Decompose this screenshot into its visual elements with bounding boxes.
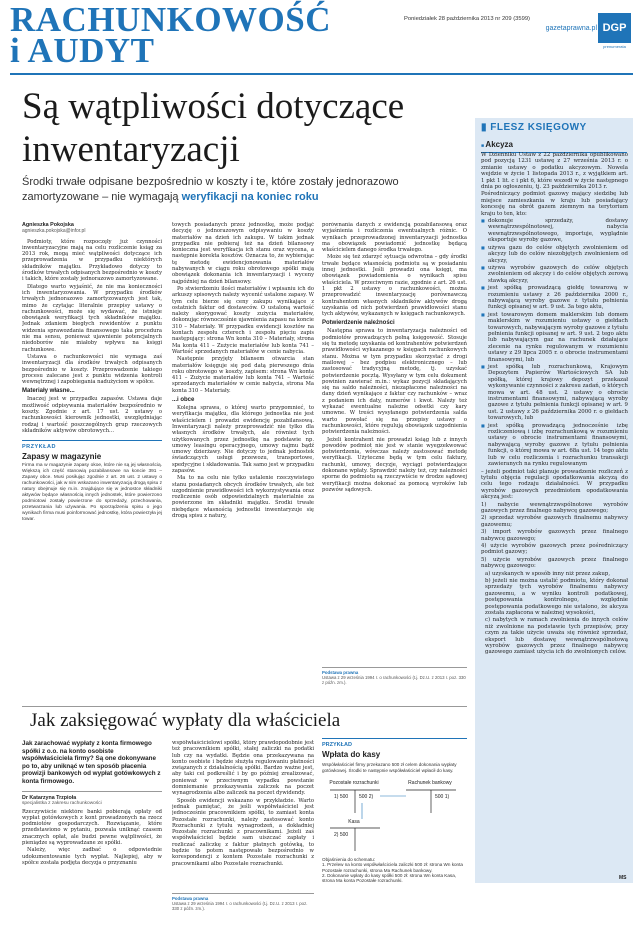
second-legal-label: Podstawa prawna: [172, 896, 209, 901]
main-legal-label: Podstawa prawna: [322, 670, 359, 675]
main-headline: [22, 85, 472, 171]
main-col2-p2: Po stwierdzeniu ilości materiałów i wpisaniu ich do arkuszy spisowych należy wycenić ustalone zapasy. W tym celu bierze się ceny zakupu wynikające z ostatnich faktur od dostawców. O ustaloną wartość należy skorygować koszty zużycia materiałów, dokonując równocześnie ujawnienia zapasu na koncie 310 – Materiały. W przypadku ewidencji kosztów na kontach zespołu czterech i zespołu pięciu zapis następujący: strona Wn konta 310 – Materiały, strona Ma konta 411 – Zużycie materiałów lub konta 741 – Wartość sprzedanych materiałów w cenie nabycia.: [172, 285, 314, 355]
flash-letter: b) jeżeli nie można ustalić podmiotu, który dokonał sprzedaży tych wyrobów finalnemu nabywcy gazowemu, a w wyniku kontroli podatkowej, postępowania kontrolnego, względnie postępowania podatkowego nie ustalono, że akcyza została zapłacona w należnej wysokości,: [485, 578, 628, 617]
flash-bullets: [481, 218, 628, 467]
main-lead: [22, 175, 468, 205]
t-account-cash-name: Kasa: [348, 819, 360, 826]
website-link[interactable]: gazetaprawna.pl: [545, 25, 597, 32]
t-entry-1: 1) 500: [334, 794, 349, 801]
main-col3-heading: Potwierdzenie należności: [322, 320, 395, 327]
second-example-title: Wpłata do kasy: [322, 750, 381, 759]
flash-initials: MS: [619, 875, 627, 881]
t-entry-3: 500 1): [435, 794, 450, 801]
flash-letter: c) nabytych w ramach zwolnienia do innych celów niż zwolnione na podstawie tych przepisów, przy czym za takie użycie uważa się również sprzedaż, eksport lub dostawę wewnątrzwspólnotową wyrobów gazowych przez finalnego nabywcę gazowego zamiast użycia ich do zwolnionych celów.: [485, 617, 628, 656]
second-author-role: specjalistka z zakresu rachunkowości: [22, 800, 102, 806]
main-author: Agnieszka Pokojska: [22, 222, 74, 228]
main-headline-line2: inwentaryzacji: [22, 129, 240, 170]
flash-num: 1) nabycie wewnątrzwspólnotowe wyrobów gazowych przez finalnego nabywcę gazowego;: [481, 501, 628, 514]
main-lead-highlight: weryfikacji na koniec roku: [181, 191, 319, 203]
main-lead-text: Środki trwałe odpisane bezpośrednio w koszty i te, które zostały jednorazowo zamortyzowane – nie wymagają: [22, 176, 399, 203]
main-col1-p3: Ustawa o rachunkowości nie wymaga zaś inwentaryzacji dla środków trwałych odpisanych bezpośrednio w koszty. Przeprowadzenie takiego procesu zalecane jest z punktu widzenia kontroli wewnętrznej i zapobiegania nadużyciom w spółce.: [22, 353, 162, 386]
second-col2-p2: Sposób ewidencji wskazano w przykładzie. Warto jednak pamiętać, że jeśli współwłaściciel jest jednocześnie pracownikiem spółki, to zamiast konta Pozostałe rozrachunki, należy zastosować konto Rozrachunki z tytułu wynagrodzeń, a dokładniej Pozostałe rozrachunki z pracownikami. Jeżeli zaś współwłaściciel będzie sam uiszczać zapłaty i rozliczać zaliczkę z faktur płatnych gotówką, to będzie to potem następowało bezpośrednio w korespondencji z kontem Pozostałe rozrachunki z pracownikami albo Pozostałe rozrachunki.: [172, 797, 314, 867]
main-col2-more: Kolejna sprawa, o której warto przypomnieć, to weryfikacja majątku, dla którego jednostka nie jest właścicielem i prowadzi ewidencję pozabilansową. Inwentaryzacji należy przeprowadzić nie tylko dla własnych środków trwałych, ale również tych użytkowanych przez jednostkę na podstawie np. umowy leasingu operacyjnego, umowy najmu bądź umowy dzierżawy. Nie dotyczy to jednak jednostek świadczących usługi przewozu, transportowe, spedycyjne i składowania. Tak samo jest w przypadku zapasów.: [172, 405, 314, 474]
flash-p3: – jeżeli podmiot taki planuje prowadzenie rozliczeń z tytułu objęcia regulacji opodatkowania akcyzą do celu tego rodzaju działalności. W przypadku wyrobów gazowych przedmiotem opodatkowania akcyzą jest:: [481, 468, 628, 501]
legend-title: Objaśnienia do schematu:: [322, 857, 376, 863]
main-legal-text: Ustawa z 29 września 1994 r. o rachunkowości (t.j. Dz.U. z 2013 r. poz. 330 z późn. zm.).: [322, 675, 466, 685]
flash-num: 4) użycie wyrobów gazowych przez pośredniczący podmiot gazowy;: [481, 542, 628, 556]
second-example-tag: PRZYKŁAD: [322, 742, 352, 748]
main-col3-p2: Może się też zdarzyć sytuacja odwrotna – gdy środki trwałe będące własnością podmiotu są w posiadaniu innej jednostki. Jeśli prowadzi ona księgi, ma obowiązek powiadomienia o wynikach spisu właściciela. W przeciwnym razie, zgodnie z art. 26 ust. 1 pkt 2 ustawy o rachunkowości, można przeprowadzić inwentaryzację porównawczą kontrahentom własnych składników aktywów drogą uzyskania od nich potwierdzeń prawidłowości stanu tych aktywów, wykazanych w księgach rachunkowych.: [322, 254, 467, 318]
flash-bullet: ■ jest spółką prowadzącą jednocześnie izbę rozliczeniową i izbę rozrachunkową w rozumieniu ustawy o obrocie instrumentami finansowymi, nabywającą wyroby gazowe z tytułu pełnienia funkcji, o której mowa w art. 68a ust. 14 tego aktu lub w celu rozliczenia i rozrachunku transakcji zawieranych na rynku regulowanym: [481, 423, 628, 468]
dgp-logo-sub: prenumerata: [603, 44, 626, 49]
main-author-email[interactable]: agnieszka.pokojska@infor.pl: [22, 228, 86, 235]
flash-bullet: ■ używa wyrobów gazowych do celów objętych zwolnieniem od akcyzy i do celów objętych zerową stawką akcyzy,: [481, 265, 628, 284]
flash-num: 2) sprzedaż wyrobów gazowych finalnemu nabywcy gazowemu;: [481, 515, 628, 528]
main-col1-more: Inaczej jest w przypadku zapasów. Ustawa daje możliwość odpisywania materiałów bezpośrednio w koszty. Zgodnie z art. 17 ust. 2 ustawy o rachunkowości kierownik jednostki, uwzględniając rodzaj i wartość poszczególnych grup rzeczowych składników aktywów obrotowych...: [22, 396, 162, 434]
example-title: Zapasy w magazynie: [22, 451, 102, 461]
main-legal-basis: [322, 667, 467, 685]
second-legal-text: Ustawa z 29 września 1994 r. o rachunkowości (t.j. Dz.U. z 2013 r. poz. 330 z późn. zm.).: [172, 901, 308, 911]
flash-intro: W Dzienniku Ustaw z 22 października opublikowano pod pozycją 1231 ustawę z 27 września 2013 r. o zmianie ustawy o podatku akcyzowym. Nowela wejdzie w życie 1 listopada 2013 r., z wyjątkiem art. 1 pkt 1 lit. c i pkt 6, które wszedł w życie następnego dnia po ogłoszeniu, tj. 23 października 2013 r.: [481, 152, 628, 191]
flash-body: [481, 152, 628, 880]
flash-bullet-icon: ▮: [481, 122, 491, 133]
section-title-line2: i AUDYT: [10, 31, 155, 70]
flash-bullet: ■ dokonuje sprzedaży, dostawy wewnątrzwspólnotowej, nabycia wewnątrzwspólnotowego, importuje, wyglądnie eksportuje wyroby gazowe,: [481, 218, 628, 244]
legend-item: 1. Przelew na konto współwłaściciela zaliczki 500 zł: strona Wn konta Pozostałe rozrachunki, strona Ma Rachunek bankowy.: [322, 862, 463, 873]
flash-header-title: [481, 122, 627, 133]
dgp-logo: [598, 13, 631, 49]
t-entry-2: 500 2): [359, 794, 374, 801]
flash-header-text: FLESZ KSIĘGOWY: [490, 122, 587, 133]
masthead-rule: [10, 73, 633, 75]
flash-bullet: ■ używa gazu do celów objętych zwolnieniem od akcyzy lub do celów niezobjętych zwolnieniem od akcyzy,: [481, 245, 628, 264]
t-account-diagram: [322, 775, 467, 855]
second-author: Dr Katarzyna Trzpioła: [22, 794, 77, 801]
flash-letter: a) uzyskanych w sposób inny niż przez zakup,: [485, 570, 611, 577]
main-headline-line1: Są wątpliwości dotyczące: [22, 86, 405, 127]
second-col-2: [172, 740, 314, 890]
legend-item: 2. Dokonanie wpłaty do kasy spółki 500 zł: strona Wn konta Kasa, strona Ma konta Pozostałe rozrachunki.: [322, 873, 457, 884]
flash-subheading: [481, 140, 627, 149]
second-example-intro: Współwłaściciel firmy przekazano 500 zł celem dokonania wypłaty gotówkowej. Środki te następnie współwłaściciel wpłacił do kasy.: [322, 762, 457, 773]
main-col-1: [22, 222, 162, 702]
main-col2-p3: Następnie przyjęty bilansem otwarcia stan materiałów księguje się pod datą pierwszego dnia roku obrotowego w koszty, zapisem: strona Wn konta 411 – Zużycie materiałów lub konta 741 – Wartość sprzedanych materiałów w cenie nabycia, strona Ma konta 310 – Materiały.: [172, 356, 314, 394]
flash-bullet: ■ jest spółką lub rozrachunkową, Krajowym Depozytem Papierów Wartościowych SA lub spółką, której krajowy depozyt przekazał wykonywanie czynności z zakresu zadań, o których mowa w art. 48 ust. 2 ustawy o obrocie instrumentami finansowymi, nabywającą wyroby gazowe z tytułu pełnienia funkcji opisanej w art. 9 ust. 2 ustawy z 26 października 2000 r. o giełdach towarowych, lub: [481, 364, 628, 422]
main-col2-more2: Ma to na celu nie tylko ustalenie rzeczywistego stanu posiadanych obcych środków trwałych, ale też uzgodnienie prawidłowości ich wykorzystywania oraz rozliczenie osób odpowiedzialnych materialnie za powierzone im składniki majątku. Środki trwałe niebędące własnością jednostki inwentaryzuje się drogą spisu z natury,: [172, 475, 314, 520]
main-col3-more2: Jeżeli kontrahent nie prowadzi ksiąg lub z innych powodów podmiot nie jest w stanie wyegzekwować potwierdzenia, wówczas należy zastosować metodę weryfikacji. Użyteczne będą w tym celu faktury, rachunki, umowy, decyzje, wyciągi potwierdzające dokonane wpłaty. Sprawdzić należy też, czy należności sporne do podmiotu są rzeczywiście w drodze sądowej weryfikacji można dokonać za pomocą wyroków lub pozwów sądowych.: [322, 436, 467, 493]
flash-p2: Pośredniczący podmiot gazowy mający siedzibę lub miejsce zamieszkania w kraju lub posiadający koncesję na obrót gazem ziemnym na terytorium kraju to ten, kto:: [481, 191, 628, 217]
example-box: [22, 440, 162, 523]
t-account-right-name: Rachunek bankowy: [408, 780, 452, 787]
t-entry-4: 2) 500: [334, 832, 349, 839]
second-col1-p2: Należy, więc zadbać o odpowiednie udokumentowanie tych wypłat. Najlepiej, aby w spółce została podjęta decyzja o przyznaniu: [22, 847, 162, 866]
example-text: Firma ma w magazynie zapasy okoe, które nie są jej własnością. Większą ich część stanowią pozabilansowe na koncie 391 – Zapasy obce. Musi posiłując zgodnie z art. 26 ust. 2 ustawy o rachunkowości, jak w nim wskazano inwentaryzacją drogą spisu z natury obejmuje się m.in. znajdujące się w jednostce składniki aktywów będące własnością innych jednostek, które powierzono podmiotowi zostały powierzone do sprzedaży, przechowania, przetwarzania lub używania. Po sporządzeniu spisu o jego wynikach firma musi poinformować jednostkę, która powierzyła jej towar.: [22, 462, 162, 522]
main-col2-p1: towych posiadanych przez jednostkę, może podjąć decyzję o jednorazowym odpisywaniu w koszty materiałów na dzień ich zakupu. W takim jednak przypadku nie pobieraj też na dzień bilansowy konieczna jest weryfikacja ich stanu oraz wycena, a następnie korekta kosztów. Oznacza to, że wybierając tę metodę ewidencjonowania materiałów nabywanych w ciągu roku obrotowego spółki mają obowiązek dokonania ich inwentaryzacji i wyceny najpóźniej na dzień bilansowy.: [172, 222, 314, 285]
second-headline: Jak zaksięgować wypłaty dla właściciela: [30, 710, 341, 731]
flash-num: 5) użycie wyrobów gazowych przez finalnego nabywcę gazowego:: [481, 556, 628, 570]
main-col-3: [322, 222, 467, 662]
section-title: [10, 0, 332, 70]
flash-bullet: ■ jest spółką prowadzącą giełdę towarową w rozumieniu ustawy z 26 października 2000 r., nabywającą wyroby gazowe z tytułu pełnienia funkcji opisanej w art. 9 ust. 3a tego aktu,: [481, 285, 628, 311]
main-col3-p1: porównania danych z ewidencją pozabilansową oraz wyjaśnienia i rozliczenia ewentualnych różnic. O wynikach przeprowadzonej inwentaryzacji jednostka ma obowiązek powiadomić jednostkę będącą właścicielem danego środka trwałego.: [322, 222, 467, 254]
main-col1-p1: Podmioty, które rozpoczęły już czynności inwentaryzacyjne mają na celu rozliczenie ksiąg za 2013 rok, mogą mieć wątpliwości dotyczące ich przeprowadzenia w przypadku niektórych składników majątku. Przykładowo dotyczy to środków trwałych odpisanych bezpośrednio w koszty i takich, które zostały jednorazowo zamortyzowane.: [22, 238, 162, 283]
second-col2-p1: współwłaścicielowi spółki, który prawdopodobnie jest też pracownikiem spółki, stałej zaliczki na podatki lub czy na wydatki. Będzie ona przekazywana na konto osobiste i będzie służyła regulowaniu płatności związanych z działalnością spółki. Bardzo ważne jest, aby taki cel podkreślić i by go później zrealizować, ponieważ w przeciwnym wypadku powstanie domniemanie przekazywania zaliczek na poczet wynagrodzenia albo zaliczek na poczet dywidendy.: [172, 740, 314, 797]
flash-subheading-text: Akcyza: [485, 140, 513, 149]
section-title-line1: RACHUNKOWOŚĆ: [10, 0, 332, 39]
dgp-logo-text: DGP: [598, 13, 631, 43]
main-col-2: [172, 222, 314, 702]
second-lead: Jak zarachować wypłaty z konta firmowego spółki z o.o. na konto osobiste współwłaściciela firmy? Są one dokonywane po to, aby uniknąć w ten sposób płacenia prowizji bankowych od wypłat gotówkowych z konta firmowego.: [22, 740, 161, 785]
flash-sub-icon: ■: [481, 143, 486, 149]
main-col1-p2: Dlatego warto wyjaśnić, że nie ma konieczności ich inwentaryzowania. W przypadku środków trwałych jednorazowo zamortyzowanych jest tak, mimo że czytając literalnie przepisy ustawy o rachunkowości, może się wydawać, że istnieje obowiązek weryfikacji tych składników majątku. Jednak zdaniem biegłych rewidentów z punktu widzenia sprawozdania finansowego taka procedura nie ma sensu, ponieważ ujawnienie potencjalnych niedoborów nie miałoby wpływu na księgi rachunkowe.: [22, 283, 162, 353]
second-col-1: [22, 740, 162, 925]
second-example: [322, 738, 467, 926]
issue-date: Poniedziałek 28 października 2013 nr 209 (3599): [403, 16, 530, 22]
second-col1-p1: Rzeczywiście niektóre banki pobierają opłaty od wypłat gotówkowych z kont prowadzonych na rzecz podmiotów gospodarczych. Rozwiązanie, które przedstawiono w pytaniu, pozwala uniknąć czasem znacznych opłat, ale budzi pewne wątpliwości, że pieniądze są wyprowadzane ze spółki.: [22, 808, 162, 847]
example-tag: PRZYKŁAD: [22, 444, 56, 451]
main-col2-heading: ...i obce: [172, 397, 195, 404]
flash-num: 3) import wyrobów gazowych przez finalnego nabywcę gazowego;: [481, 529, 628, 542]
second-legal-basis: [172, 893, 314, 911]
main-col3-more: Następna sprawa to inwentaryzacja należności od podmiotów prowadzących pełną księgowość. Stosuje się tu metodę uzyskania od kontrahentów potwierdzeń prawidłowości wykazanego w księgach rachunkowych stanu. Można w tym przypadku skorzystać z drogi mailowej – bez podpisu elektronicznego – lub zastosować tradycyjną metodę, tj. uzyskać potwierdzenie pocztą. Wysyłany w tym celu dokument powinien zawierać m.in.: wykaz pozycji składających się na saldo należności, niezapłacone należności na dany dzień wynikające z faktur czy rachunków – wraz z podaniem ich daty, numerów i kwot. Należy też wykazać ewentualne należne odsetki czy kary umowne. W treści wysyłanego potwierdzenia salda warto powołać się na przepisy ustawy o rachunkowości, które regulują obowiązek uzgodnienia potwierdzenia należności.: [322, 328, 467, 436]
flash-bullet: ■ jest towarowym domem maklerskim lub domem maklerskim w rozumieniu ustawy o giełdach towarowych, nabywającym wyroby gazowe z tytułu pełnienia funkcji opisanej w art. 9 ust. 2 tego aktu lub nabywającym gaz na rachunek działające zlecenie na rynku regulowanym w rozumieniu ustawy z 29 lipca 2005 r. o obrocie instrumentami finansowymi, lub: [481, 312, 628, 363]
t-account-left-name: Pozostałe rozrachunki: [329, 780, 379, 787]
second-article-rule: [22, 706, 467, 707]
main-col1-heading: Materiały własne...: [22, 388, 75, 395]
